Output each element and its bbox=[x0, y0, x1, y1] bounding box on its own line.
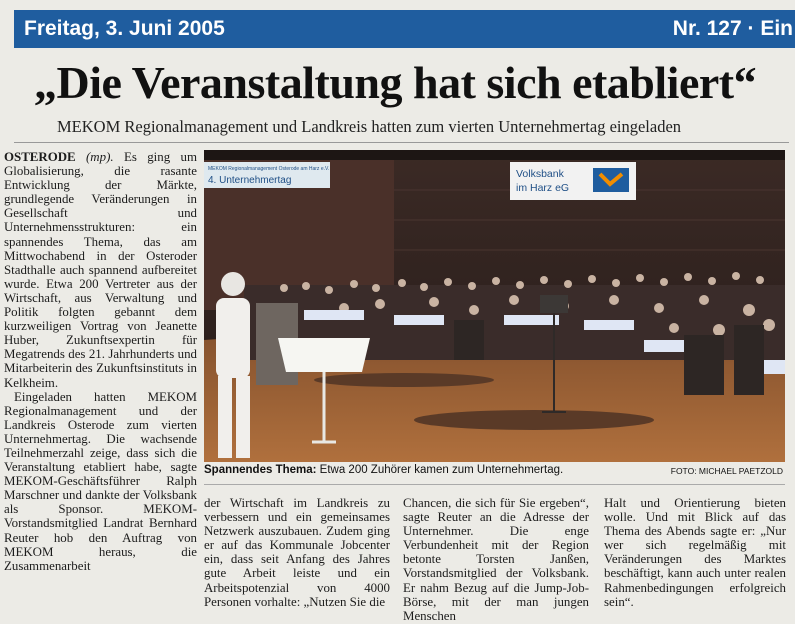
caption-lead: Spannendes Thema: bbox=[204, 464, 317, 476]
paragraph-4: Chancen, die sich für Sie ergeben“, sagte Reuter an die Adresse der Unternehmer. Die enge Verbundenheit mit der Region betonte Torsten Janßen, Vorstandsmitglied der Volksbank. Er nahm Bezug auf die Jump-Job-Börse, mit der man jungen Menschen bbox=[403, 496, 589, 623]
event-photo bbox=[204, 150, 785, 462]
banner-left-small: MEKOM Regionalmanagement Osterode am Harz e.V. bbox=[208, 166, 330, 172]
paragraph-3: der Wirtschaft im Landkreis zu verbessern und ein gemeinsames Netzwerk auszubauen. Zudem ging er auf das Kommunale Jobcenter ein, dass seit Anfang des Jahres gute Arbeit leiste und ein Arbeitspotenzial von 4000 Personen vorhalte: „Nutzen Sie die bbox=[204, 496, 390, 609]
dateline: OSTERODE bbox=[4, 150, 76, 164]
hall-audience-illustration bbox=[204, 150, 785, 462]
byline: (mp). bbox=[75, 150, 114, 164]
banner-left-title: 4. Unternehmertag bbox=[208, 175, 292, 186]
issue-date: Freitag, 3. Juni 2005 bbox=[24, 17, 225, 40]
paragraph-2: Eingeladen hatten MEKOM Regionalmanagement und der Landkreis Osterode zum vierten Unternehmertag. Die wachsende Teilnehmerzahl zeige, dass sich die Veranstaltung etabliert habe, sagte MEKOM-Geschäftsführer Ralph Marschner und dankte der Volksbank als Sponsor. MEKOM-Vorstandsmitglied Landrat Bernhard Reuter hob den Auftrag von MEKOM heraus, die Zusammenarbeit bbox=[4, 389, 197, 573]
article-column-3 bbox=[403, 496, 589, 623]
banner-right-line2: im Harz eG bbox=[516, 182, 570, 194]
article-subheadline: MEKOM Regionalmanagement und Landkreis hatten zum vierten Unternehmertag eingeladen bbox=[57, 117, 682, 136]
paragraph-1: Es ging um Globalisierung, die rasante Entwicklung der Märkte, grundlegende Veränderungen in Gesellschaft und Unternehmensstrukturen: ein spannendes Thema, das am Mittwochabend in der Osteroder Stadthalle auch spannend aufbereitet wurde. Etwa 200 Vertreter aus der Wirtschaft, aus Verwaltung und Politik folgten gebannt dem kurzweiligen Vortrag von Jeanette Huber, Zukunftsexpertin für Megatrends des 21. Jahrhunderts und Mitarbeiterin des Zukunftsinstituts in Kelkheim. bbox=[4, 150, 197, 390]
bank-logo-icon bbox=[593, 168, 629, 192]
issue-number: Nr. 127 · Ein bbox=[672, 17, 793, 40]
photo-caption bbox=[204, 464, 785, 482]
newspaper-header-bar bbox=[14, 10, 795, 48]
table-cloth bbox=[278, 338, 370, 372]
caption-divider bbox=[204, 484, 785, 485]
article-column-1 bbox=[4, 150, 197, 573]
banner-right-line1: Volksbank bbox=[516, 168, 564, 180]
article-headline: „Die Veranstaltung hat sich etabliert“ bbox=[34, 57, 757, 108]
paragraph-5: Halt und Orientierung bieten wolle. Und mit Blick auf das Thema des Abends sagte er: „Nur wer sich regelmäßig mit Veränderungen des Marktes beschäftigt, kann auch unter realen Rahmenbedingungen erfolgreich sein“. bbox=[604, 496, 786, 609]
article-column-2 bbox=[204, 496, 390, 609]
article-column-4 bbox=[604, 496, 786, 609]
caption-text: Etwa 200 Zuhörer kamen zum Unternehmertag. bbox=[316, 464, 564, 476]
photo-credit: FOTO: MICHAEL PAETZOLD bbox=[670, 466, 783, 476]
divider bbox=[14, 142, 789, 143]
